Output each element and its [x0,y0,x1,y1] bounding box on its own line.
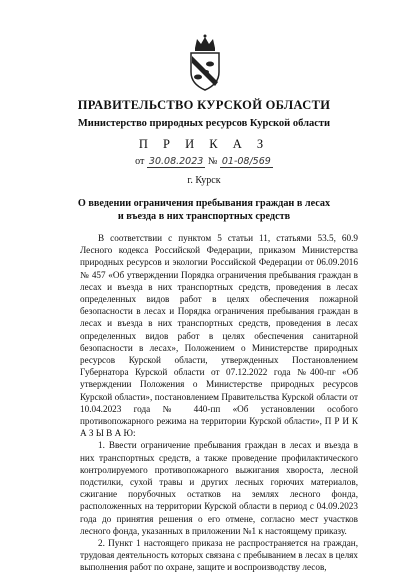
date-prefix: от [135,156,145,167]
title-line-1: О введении ограничения пребывания граждан в лесах [77,198,331,209]
city: г. Курск [187,175,221,186]
document-title [60,197,348,223]
title-line-2: и въезда в них транспортных средств [117,211,291,222]
paragraph-item-1: 1. Ввести ограничение пребывания граждан в лесах и въезда в них транспортных средств, а также проведение профилактического контролируемого противопожарного выжигания хвороста, лесной подстилки, сухой травы и других лесных горючих материалов, сжигание порубочных остатков на землях лесного фонда, расположенных на территории Курской области в период с 04.09.2023 года до принятия решения о его отмене, согласно мест участков лесного фонда, указанных в приложении №1 к настоящему приказу. [80,440,358,536]
document-type: П Р И К А З [138,137,270,151]
number-prefix: № [207,156,218,167]
government-name: ПРАВИТЕЛЬСТВО КУРСКОЙ ОБЛАСТИ [77,98,331,112]
ministry-name: Министерство природных ресурсов Курской области [77,118,331,129]
document-body [80,232,358,574]
handwritten-date: 30.08.2023 [148,156,204,167]
coat-of-arms-emblem [187,34,223,92]
handwritten-number: 01-08/569 [221,156,271,167]
paragraph-preamble: В соответствии с пунктом 5 статьи 11, статьями 53.5, 60.9 Лесного кодекса Российской Федерации, приказом Министерства природных ресурсов и экологии Российской Федерации от 06.09.2016 № 457 «Об утверждении Порядка ограничения пребывания граждан в лесах и въезда в них транспортных средств, проведения в лесах определенных видов работ в целях обеспечения пожарной безопасности в лесах и Порядка ограничения пребывания граждан в лесах и въезда в них транспортных средств, проведения в лесах определенных видов работ в целях обеспечения санитарной безопасности в лесах», Положением о Министерстве природных ресурсов Курской области, утвержденных Постановлением Губернатора Курской области от 07.12.2022 года №400-пг «Об утверждении Положения о Министерстве природных ресурсов Курской области», постановлением Правительства Курской области от 10.04.2023 года № 440-пп «Об установлении особого противопожарного режима на территории Курской области», П Р И К А З Ы В А Ю: [80,233,358,439]
date-number-line [0,156,408,167]
paragraph-item-2: 2. Пункт 1 настоящего приказа не распространяется на граждан, трудовая деятельность которых связана с пребыванием в лесах в целях выполнения работ по охране, защите и воспроизводству лесов, [80,538,358,573]
